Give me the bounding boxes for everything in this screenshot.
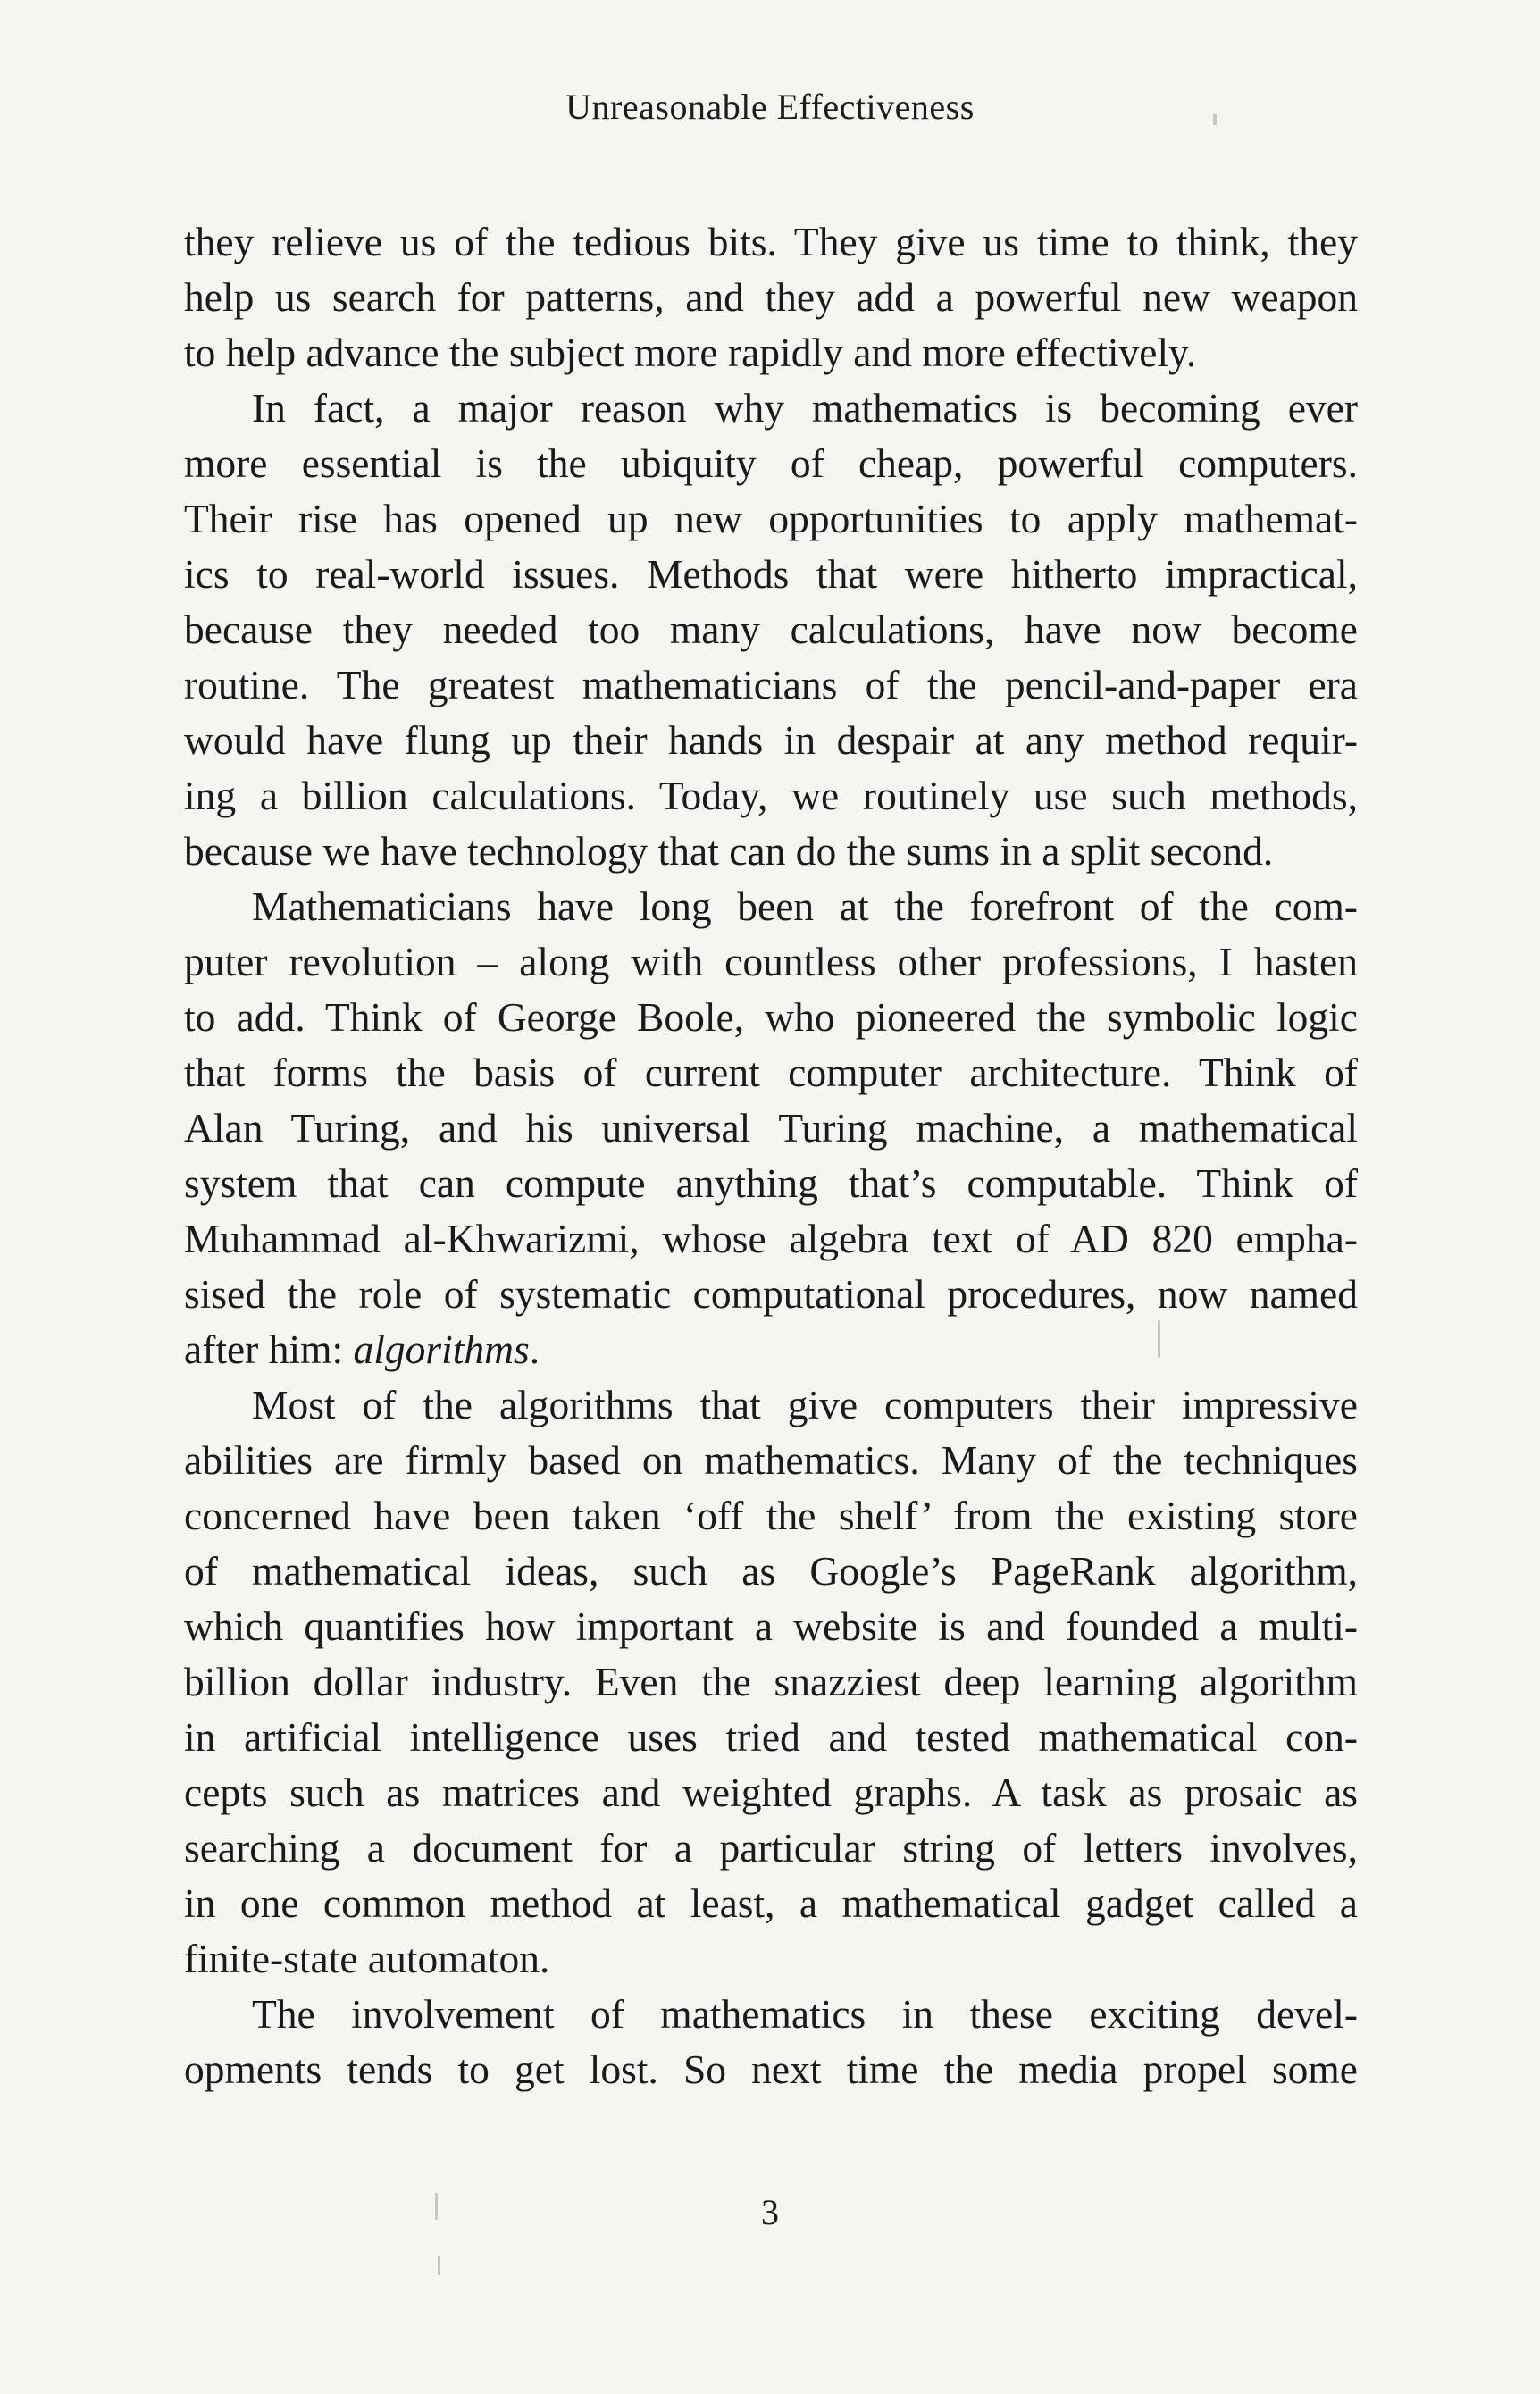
text-line: sised the role of systematic computational procedures, now named [184,1271,1358,1317]
text-line: which quantifies how important a website is and founded a multi- [184,1603,1358,1649]
text-line: of mathematical ideas, such as Google’s PageRank algorithm, [184,1548,1358,1594]
text-line: more essential is the ubiquity of cheap, powerful computers. [184,440,1358,486]
paragraph [184,214,1358,381]
text-line: finite-state automaton. [184,1936,550,1981]
running-head: Unreasonable Effectiveness [565,87,975,127]
text-line: to help advance the subject more rapidly and more effectively. [184,330,1197,375]
text-line: Mathematicians have long been at the forefront of the com- [252,883,1358,929]
text-line: concerned have been taken ‘off the shelf’ from the existing store [184,1493,1358,1538]
text-line: that forms the basis of current computer architecture. Think of [184,1050,1358,1095]
text-line: in one common method at least, a mathematical gadget called a [184,1880,1358,1926]
closing-prefix: after him: [184,1327,354,1372]
scan-speck [1213,114,1217,125]
paragraph [184,879,1358,1377]
text-line: puter revolution – along with countless other professions, I hasten [184,939,1358,984]
text-line: would have flung up their hands in despair at any method requir- [184,717,1358,763]
text-line: Most of the algorithms that give computers their impressive [252,1382,1358,1427]
text-line: in artificial intelligence uses tried and tested mathematical con- [184,1714,1358,1760]
text-line [184,1322,1358,1377]
text-line: ing a billion calculations. Today, we routinely use such methods, [184,773,1358,818]
text-line: ics to real-world issues. Methods that were hitherto impractical, [184,551,1358,597]
text-line: billion dollar industry. Even the snazziest deep learning algorithm [184,1659,1358,1704]
text-line: The involvement of mathematics in these exciting devel- [252,1991,1358,2037]
scan-speck [438,2256,440,2275]
text-line: In fact, a major reason why mathematics is becoming ever [252,385,1358,431]
text-line: to add. Think of George Boole, who pioneered the symbolic logic [184,994,1358,1040]
paragraph [184,1377,1358,1987]
body-text [184,214,1358,2097]
text-line: searching a document for a particular string of letters involves, [184,1825,1358,1871]
text-line: because we have technology that can do the sums in a split second. [184,828,1274,874]
italic-term: algorithms [353,1327,530,1372]
text-line: system that can compute anything that’s computable. Think of [184,1160,1358,1206]
text-line: help us search for patterns, and they add a powerful new weapon [184,274,1358,320]
text-line: opments tends to get lost. So next time the media propel some [184,2047,1358,2092]
text-line: Muhammad al-Khwarizmi, whose algebra text of AD 820 empha- [184,1216,1358,1261]
scan-speck [435,2193,438,2220]
closing-suffix: . [529,1327,540,1372]
text-line: routine. The greatest mathematicians of the pencil-and-paper era [184,662,1358,707]
text-line: they relieve us of the tedious bits. They give us time to think, they [184,219,1358,264]
paragraph [184,1987,1358,2097]
paragraph [184,381,1358,879]
text-line: Their rise has opened up new opportunities to apply mathemat- [184,496,1358,541]
page-number: 3 [761,2192,779,2232]
text-line: Alan Turing, and his universal Turing machine, a mathematical [184,1105,1358,1151]
text-line: cepts such as matrices and weighted graphs. A task as prosaic as [184,1770,1358,1815]
text-line: because they needed too many calculations, have now become [184,607,1358,652]
scan-speck [1158,1320,1160,1358]
text-line: abilities are firmly based on mathematics. Many of the techniques [184,1437,1358,1483]
